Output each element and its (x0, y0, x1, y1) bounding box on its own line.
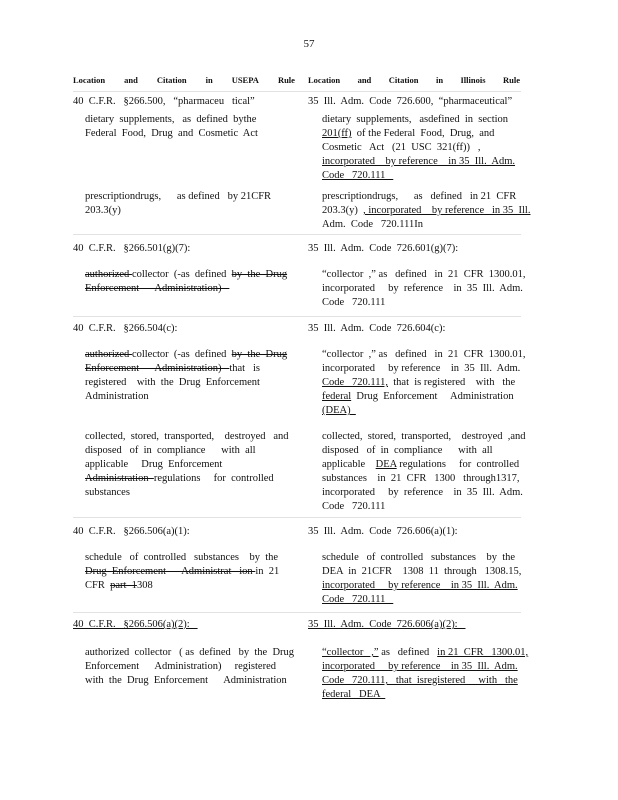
text-line (85, 444, 295, 458)
page-number: 57 (303, 38, 315, 50)
text-line (85, 282, 295, 296)
text-line (322, 268, 526, 282)
illinois-text (322, 646, 529, 702)
text-line (322, 565, 520, 579)
text-line (85, 204, 295, 218)
text-run: 40 C.F.R. §266.504(c): (73, 323, 178, 334)
usepa-citation (73, 322, 295, 335)
text-line (322, 579, 520, 593)
separator (73, 316, 521, 317)
text-line (322, 155, 520, 169)
text-run: Code 720.111 (322, 501, 386, 512)
text-run: Adm. Code 720.111In (322, 219, 424, 230)
text-run: applicable (322, 459, 376, 470)
text-line (322, 444, 520, 458)
text-line (85, 486, 295, 500)
text-line (322, 500, 520, 514)
text-run: disposed of in compliance with all (322, 445, 493, 456)
text-run: 308 (136, 580, 153, 591)
text-run: substances in 21 CFR 1300 through1317, (322, 473, 520, 484)
text-run: CFR (85, 580, 111, 591)
inserted-text: 40 C.F.R. §266.506(a)(2): (73, 619, 198, 630)
illinois-text (322, 430, 526, 514)
usepa-citation (73, 95, 295, 108)
text-line (322, 218, 520, 232)
text-line (322, 660, 520, 674)
deleted-text: by the Drug (231, 349, 288, 360)
inserted-text: incorporated by reference in 35 Ill. Adm. (322, 156, 516, 167)
header-word: Citation (388, 75, 419, 85)
illinois-citation (308, 525, 520, 538)
text-run: substances (85, 487, 130, 498)
illinois-citation (308, 618, 520, 631)
separator (73, 517, 521, 518)
text-line (85, 565, 295, 579)
text-line (85, 430, 295, 444)
illinois-text (322, 113, 520, 183)
deleted-text: authorized (85, 349, 132, 360)
inserted-text: Code 720.111, that isregistered with the (322, 675, 518, 686)
usepa-citation (73, 242, 295, 255)
text-line (322, 127, 520, 141)
deleted-text: Enforcement Administration) (85, 363, 230, 374)
inserted-text: in 21 CFR 1300.01, (437, 647, 529, 658)
text-run: dietary supplements, asdefined in section (322, 114, 509, 125)
text-line (322, 190, 520, 204)
text-line (85, 268, 295, 282)
text-run: regulations for controlled (153, 473, 274, 484)
text-run: 35 Ill. Adm. Code 726.604(c): (308, 323, 446, 334)
text-run: registered with the Drug Enforcement (85, 377, 260, 388)
illinois-citation (308, 322, 520, 335)
text-run: disposed of in compliance with all (85, 445, 256, 456)
text-run: in 21 (255, 566, 280, 577)
usepa-text (85, 348, 295, 404)
inserted-text: Code 720.111, (322, 377, 389, 388)
text-run: collected, stored, transported, destroyed and (85, 431, 289, 442)
header-word: Rule (277, 75, 295, 85)
text-line (322, 404, 520, 418)
text-line (85, 376, 295, 390)
text-run: 40 C.F.R. §266.501(g)(7): (73, 243, 191, 254)
text-run: Enforcement Administration) registered (85, 661, 276, 672)
header-word: Rule (503, 75, 520, 85)
inserted-text: DEA (375, 459, 397, 470)
text-line (322, 204, 531, 218)
text-line (322, 376, 520, 390)
header-word: USEPA (231, 75, 259, 85)
text-run: 35 Ill. Adm. Code 726.600, “pharmaceutical” (308, 96, 513, 107)
text-line (322, 348, 526, 362)
text-line (322, 282, 523, 296)
text-line (322, 551, 520, 565)
text-run: that is registered with the (388, 377, 516, 388)
text-line (322, 430, 526, 444)
illinois-text (322, 268, 526, 310)
text-run: incorporated by reference in 35 Ill. Adm. (322, 283, 523, 294)
header-word: and (357, 75, 372, 85)
text-line (322, 486, 523, 500)
text-run: “collector ,” as defined in 21 CFR 1300.01, (322, 349, 526, 360)
text-line (322, 646, 529, 660)
text-run: schedule of controlled substances by the (322, 552, 516, 563)
header-word: in (205, 75, 213, 85)
text-run: Drug Enforcement Administration (351, 391, 514, 402)
header-word: Citation (156, 75, 187, 85)
usepa-text (85, 646, 295, 688)
usepa-text (85, 551, 295, 593)
text-run: regulations for controlled (396, 459, 520, 470)
header-illinois-column (308, 75, 520, 85)
text-line (85, 348, 295, 362)
inserted-text: , incorporated by reference in 35 Ill. (363, 205, 531, 216)
deleted-text: Enforcement Administration) (85, 283, 230, 294)
text-run: with the Drug Enforcement Administration (85, 675, 287, 686)
text-run: applicable Drug Enforcement (85, 459, 223, 470)
usepa-text (85, 268, 295, 296)
text-line (322, 688, 520, 702)
text-run: Federal Food, Drug and Cosmetic Act (85, 128, 258, 139)
header-usepa-column (73, 75, 295, 85)
inserted-text: incorporated by reference in 35 Ill. Adm. (322, 580, 518, 591)
text-run: 203.3(y) (85, 205, 121, 216)
deleted-text: authorized (85, 269, 132, 280)
illinois-text (322, 551, 520, 607)
text-run: incorporated by reference in 35 Ill. Adm. (322, 487, 523, 498)
text-line (322, 113, 520, 127)
text-line (85, 390, 295, 404)
text-run: collector (-as defined (131, 349, 232, 360)
usepa-citation (73, 525, 295, 538)
text-run: authorized collector ( as defined by the Drug (85, 647, 295, 658)
usepa-text (85, 113, 295, 141)
text-line (85, 551, 295, 565)
text-run: 40 C.F.R. §266.500, “pharmaceu tical” (73, 96, 255, 107)
text-run: prescriptiondrugs, as defined by 21CFR (85, 191, 272, 202)
text-line (85, 660, 295, 674)
text-line (322, 362, 520, 376)
inserted-text: “collector ,” (322, 647, 379, 658)
text-run: “collector ,” as defined in 21 CFR 1300.01, (322, 269, 526, 280)
deleted-text: by the Drug (231, 269, 288, 280)
text-run: dietary supplements, as defined bythe (85, 114, 257, 125)
deleted-text: Administration (85, 473, 154, 484)
header-word: Location (308, 75, 341, 85)
text-line (322, 674, 520, 688)
text-line (85, 362, 295, 376)
text-run: Cosmetic Act (21 USC 321(ff)) , (322, 142, 481, 153)
text-line (85, 113, 295, 127)
text-run: Administration (85, 391, 149, 402)
header-word: and (124, 75, 138, 85)
separator (73, 612, 521, 613)
usepa-text (85, 190, 295, 218)
text-line (322, 169, 520, 183)
text-run: schedule of controlled substances by the (85, 552, 279, 563)
text-line (322, 472, 520, 486)
text-run: Code 720.111 (322, 297, 386, 308)
text-line (322, 458, 520, 472)
text-run: DEA in 21CFR 1308 11 through 1308.15, (322, 566, 522, 577)
header-word: in (435, 75, 444, 85)
header-word: Location (73, 75, 106, 85)
inserted-text: 35 Ill. Adm. Code 726.606(a)(2): (308, 619, 466, 630)
text-line (85, 579, 295, 593)
usepa-citation (73, 618, 295, 631)
text-line (85, 127, 295, 141)
deleted-text: Drug Enforcement Administrat ion (85, 566, 256, 577)
text-run: 203.3(y) (322, 205, 364, 216)
inserted-text: 201(ff) (322, 128, 352, 139)
inserted-text: incorporated by reference in 35 Ill. Adm. (322, 661, 518, 672)
header-word: Illinois (460, 75, 486, 85)
text-run: 35 Ill. Adm. Code 726.601(g)(7): (308, 243, 459, 254)
text-run: collector (-as defined (131, 269, 232, 280)
inserted-text: federal DEA (322, 689, 386, 700)
text-run: incorporated by reference in 35 Ill. Adm. (322, 363, 521, 374)
usepa-text (85, 430, 295, 500)
text-run: of the Federal Food, Drug, and (351, 128, 495, 139)
illinois-citation (308, 242, 520, 255)
text-run: 35 Ill. Adm. Code 726.606(a)(1): (308, 526, 458, 537)
inserted-text: (DEA) (322, 405, 356, 416)
inserted-text: Code 720.111 (322, 170, 394, 181)
text-line (322, 390, 520, 404)
illinois-text (322, 348, 526, 418)
text-run: collected, stored, transported, destroyed ,and (322, 431, 526, 442)
inserted-text: federal (322, 391, 352, 402)
text-line (85, 674, 295, 688)
text-line (85, 458, 295, 472)
text-line (85, 190, 295, 204)
text-line (85, 472, 295, 486)
separator (73, 234, 521, 235)
text-run: 40 C.F.R. §266.506(a)(1): (73, 526, 190, 537)
inserted-text: Code 720.111 (322, 594, 394, 605)
text-line (322, 296, 520, 310)
text-line (322, 593, 520, 607)
text-line (322, 141, 520, 155)
text-run: as defined (378, 647, 438, 658)
text-run: that is (229, 363, 260, 374)
illinois-text (322, 190, 531, 232)
text-line (85, 646, 295, 660)
deleted-text: part 1 (110, 580, 137, 591)
text-run: prescriptiondrugs, as defined in 21 CFR (322, 191, 517, 202)
illinois-citation (308, 95, 520, 108)
separator (73, 91, 521, 92)
